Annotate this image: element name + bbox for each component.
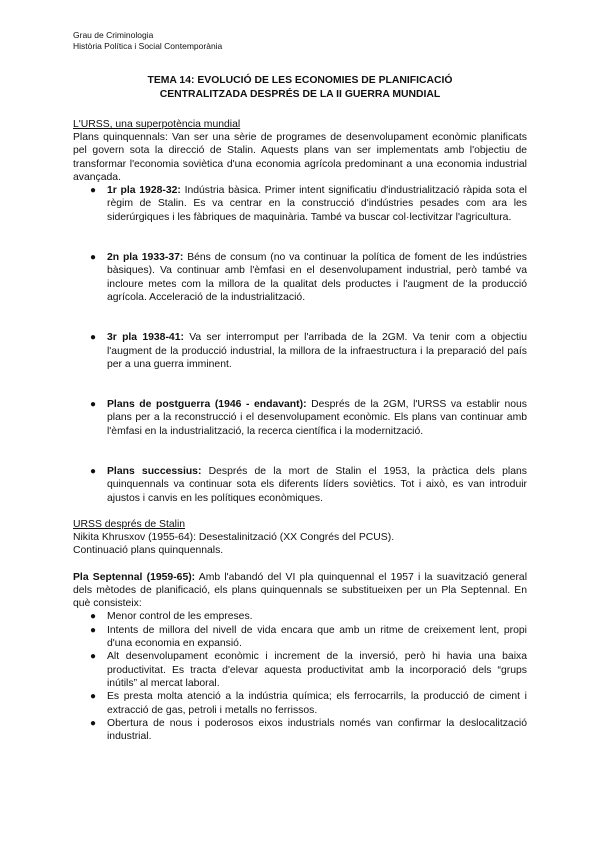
seven-year-plan-intro: Pla Septennal (1959-65): Amb l'abandó del VI pla quinquennal el 1957 i la suavització general dels mètodes de planificació, els plans quinquennals se substitueixen per un Pla Septennal. En què consisteix: [73,571,528,610]
list-item: ● Plans de postguerra (1946 - endavant): Després de la 2GM, l'URSS va establir nous plans per a la reconstrucció i el desenvolupament econòmic. Els plans van continuar amb l'èmfasi en la industrialització, la recerca científica i la modernització. [90,399,527,437]
section-after-stalin [73,518,527,558]
bullet-icon: ● [90,717,97,729]
bullet-icon: ● [90,691,97,703]
course-name: Grau de Criminologia [73,30,154,40]
document-title [73,74,527,102]
list-item: ● 3r pla 1938-41: Va ser interromput per l'arribada de la 2GM. Va tenir com a objectiu l'augment de la producció industrial, la millora de la infraestructura i la preparació del país per a una guerra imminent. [90,332,527,370]
title-line-2: CENTRALITZADA DESPRÉS DE LA II GUERRA MUNDIAL [159,89,441,100]
bullet-icon: ● [90,611,97,623]
seven-year-plan-list [73,610,527,743]
list-item: ● Es presta molta atenció a la indústria química; els ferrocarrils, la producció de ciment i extracció de gas, petroli i metalls no ferrissos. [90,691,527,716]
section-heading: URSS després de Stalin [73,518,186,530]
list-item: ● Menor control de les empreses. [90,611,253,623]
bullet-icon: ● [90,185,97,197]
section-heading: L'URSS, una superpotència mundial [73,119,241,130]
list-item: ● 1r pla 1928-32: Indústria bàsica. Primer intent significatiu d'industrialització ràpida sota el règim de Stalin. Es va centrar en la construcció d'indústries pesades com ara les siderúrgiques i les fàbriques de maquinària. També va buscar col·lectivitzar l'agricultura. [90,185,527,223]
list-item: ● 2n pla 1933-37: Béns de consum (no va continuar la política de foment de les indústries bàsiques). Va continuar amb l'èmfasi en el desenvolupament industrial, però també va incloure metes com la millora de la qualitat dels productes i l'augment de la producció agrícola. Acceleració de la industrialització. [90,252,527,303]
bullet-icon: ● [90,466,97,478]
five-year-plans-list [73,184,527,505]
title-line-1: TEMA 14: EVOLUCIÓ DE LES ECONOMIES DE PLANIFICACIÓ [147,75,453,86]
bullet-icon: ● [90,332,97,344]
bullet-icon: ● [90,651,97,663]
section-seven-year-plan [73,571,527,744]
document-header [73,30,527,52]
khrushchev-line: Nikita Khrusxov (1955-64): Desestalinització (XX Congrés del PCUS). [73,531,395,543]
section-urss-superpower [73,118,527,505]
continuation-line: Continuació plans quinquennals. [73,545,224,557]
subject-name: Història Política i Social Contemporània [73,41,223,51]
bullet-icon: ● [90,252,97,264]
bullet-icon: ● [90,624,97,636]
section-intro: Plans quinquennals: Van ser una sèrie de programes de desenvolupament econòmic planificats pel govern sota la direcció de Stalin. Aquests plans van ser implementats amb l'objectiu de transformar l'economia soviètica d'una economia agrícola predominant a una economia industrial avançada. [73,132,527,183]
list-item: ● Plans successius: Després de la mort de Stalin el 1953, la pràctica dels plans quinquennals va continuar sota els diferents líders soviètics. Tot i això, es van introduir ajustos i canvis en les polítiques econòmiques. [90,466,527,504]
list-item: ● Obertura de nous i poderosos eixos industrials només van confirmar la deslocalització industrial. [90,717,527,743]
list-item: ● Alt desenvolupament econòmic i increment de la inversió, però hi havia una baixa productivitat. Es tracta d'elevar aquesta productivitat amb la incorporació dels “grups inútils” al mercat laboral. [90,651,527,689]
bullet-icon: ● [90,399,97,411]
list-item: ● Intents de millora del nivell de vida encara que amb un ritme de creixement lent, propi d'una economia en expansió. [90,624,527,650]
